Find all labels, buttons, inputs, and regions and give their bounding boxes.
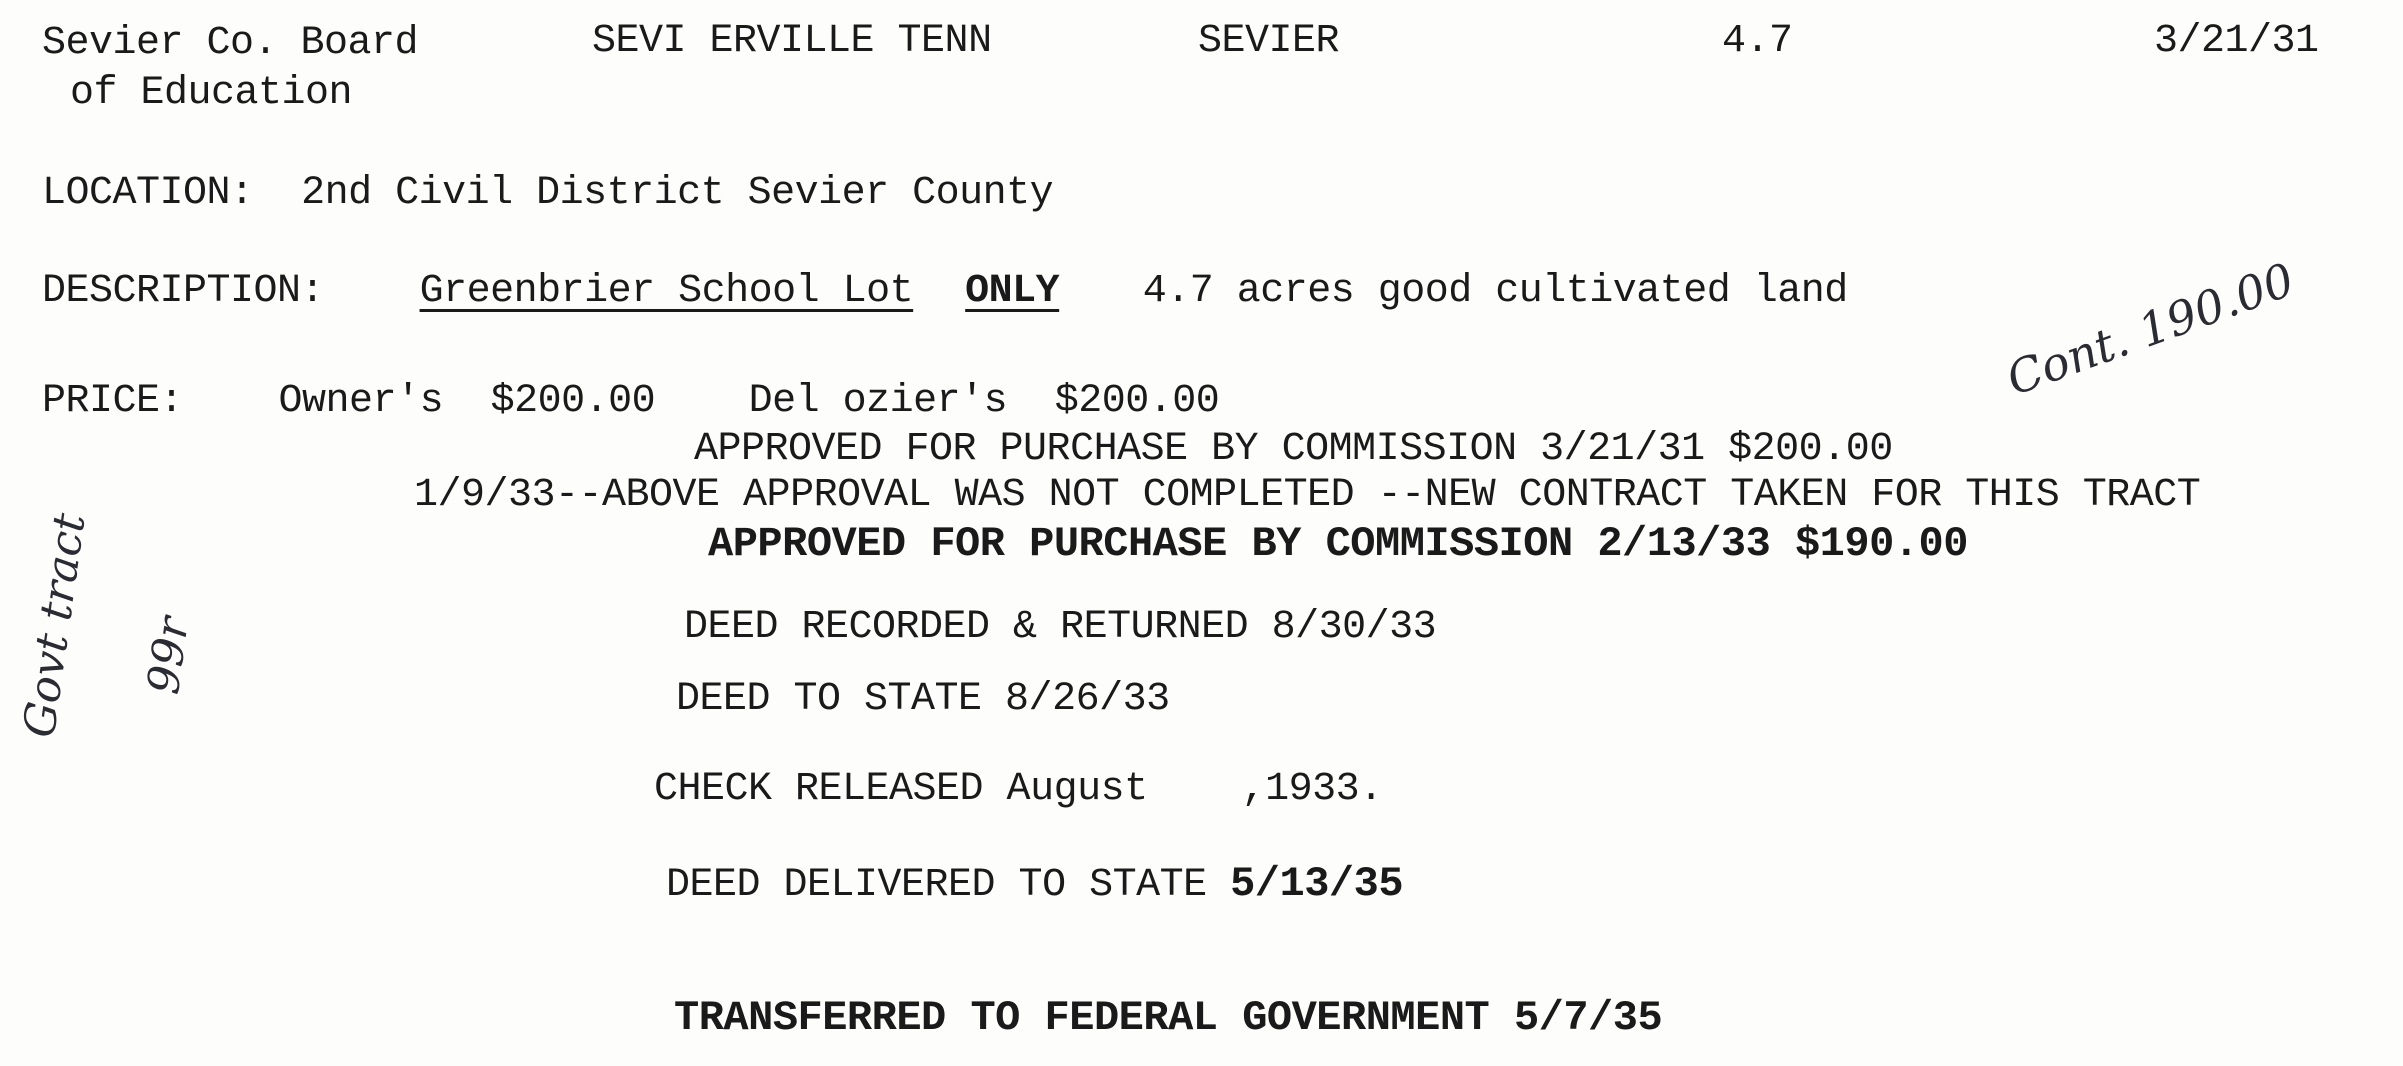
check-released-entry: CHECK RELEASED August ,1933. (654, 767, 1383, 812)
description-lot (420, 269, 1060, 314)
deed-delivered-date: 5/13/35 (1230, 860, 1404, 908)
approval-entry-1931: APPROVED FOR PURCHASE BY COMMISSION 3/21/31 $200.00 (694, 427, 1893, 472)
note-entry-1933: 1/9/33--ABOVE APPROVAL WAS NOT COMPLETED --NEW CONTRACT TAKEN FOR THIS TRACT (414, 473, 2201, 518)
acreage: 4.7 (1722, 19, 1793, 64)
price-label: PRICE: (42, 379, 184, 424)
city: SEVI ERVILLE TENN (592, 19, 992, 64)
handwritten-margin-note-line1: Govt tract (13, 510, 96, 741)
only-mark: ONLY (965, 269, 1060, 314)
record-date: 3/21/31 (2154, 19, 2319, 64)
deed-delivered-text: DEED DELIVERED TO STATE (666, 863, 1231, 908)
handwritten-margin-note-line2: 99r (137, 613, 200, 698)
price-row (42, 380, 1219, 424)
county: SEVIER (1198, 19, 1340, 64)
handwritten-contract-note: Cont. 190.00 (1999, 252, 2302, 406)
lot-name: Greenbrier School Lot (419, 269, 914, 314)
description-label: DESCRIPTION: (42, 269, 325, 314)
deloziers-price-value: $200.00 (1054, 379, 1220, 424)
owner-name-line1: Sevier Co. Board (42, 21, 419, 66)
location-row (42, 172, 1053, 216)
transferred-entry: TRANSFERRED TO FEDERAL GOVERNMENT 5/7/35 (674, 994, 1663, 1042)
deloziers-price-label: Del ozier's (748, 379, 1008, 424)
owners-price-label: Owner's (278, 379, 444, 424)
owners-price-value: $200.00 (490, 379, 656, 424)
deed-to-state-entry: DEED TO STATE 8/26/33 (676, 677, 1170, 722)
description-detail: 4.7 acres good cultivated land (1142, 269, 1848, 314)
description-row (42, 270, 1848, 314)
approval-entry-1933: APPROVED FOR PURCHASE BY COMMISSION 2/13/33 $190.00 (708, 520, 1968, 568)
location-label: LOCATION: (42, 171, 254, 216)
owner-name-line2: of Education (70, 71, 353, 116)
deed-recorded-entry: DEED RECORDED & RETURNED 8/30/33 (684, 605, 1437, 650)
deed-delivered-entry (666, 862, 1403, 908)
location-value: 2nd Civil District Sevier County (301, 171, 1054, 216)
